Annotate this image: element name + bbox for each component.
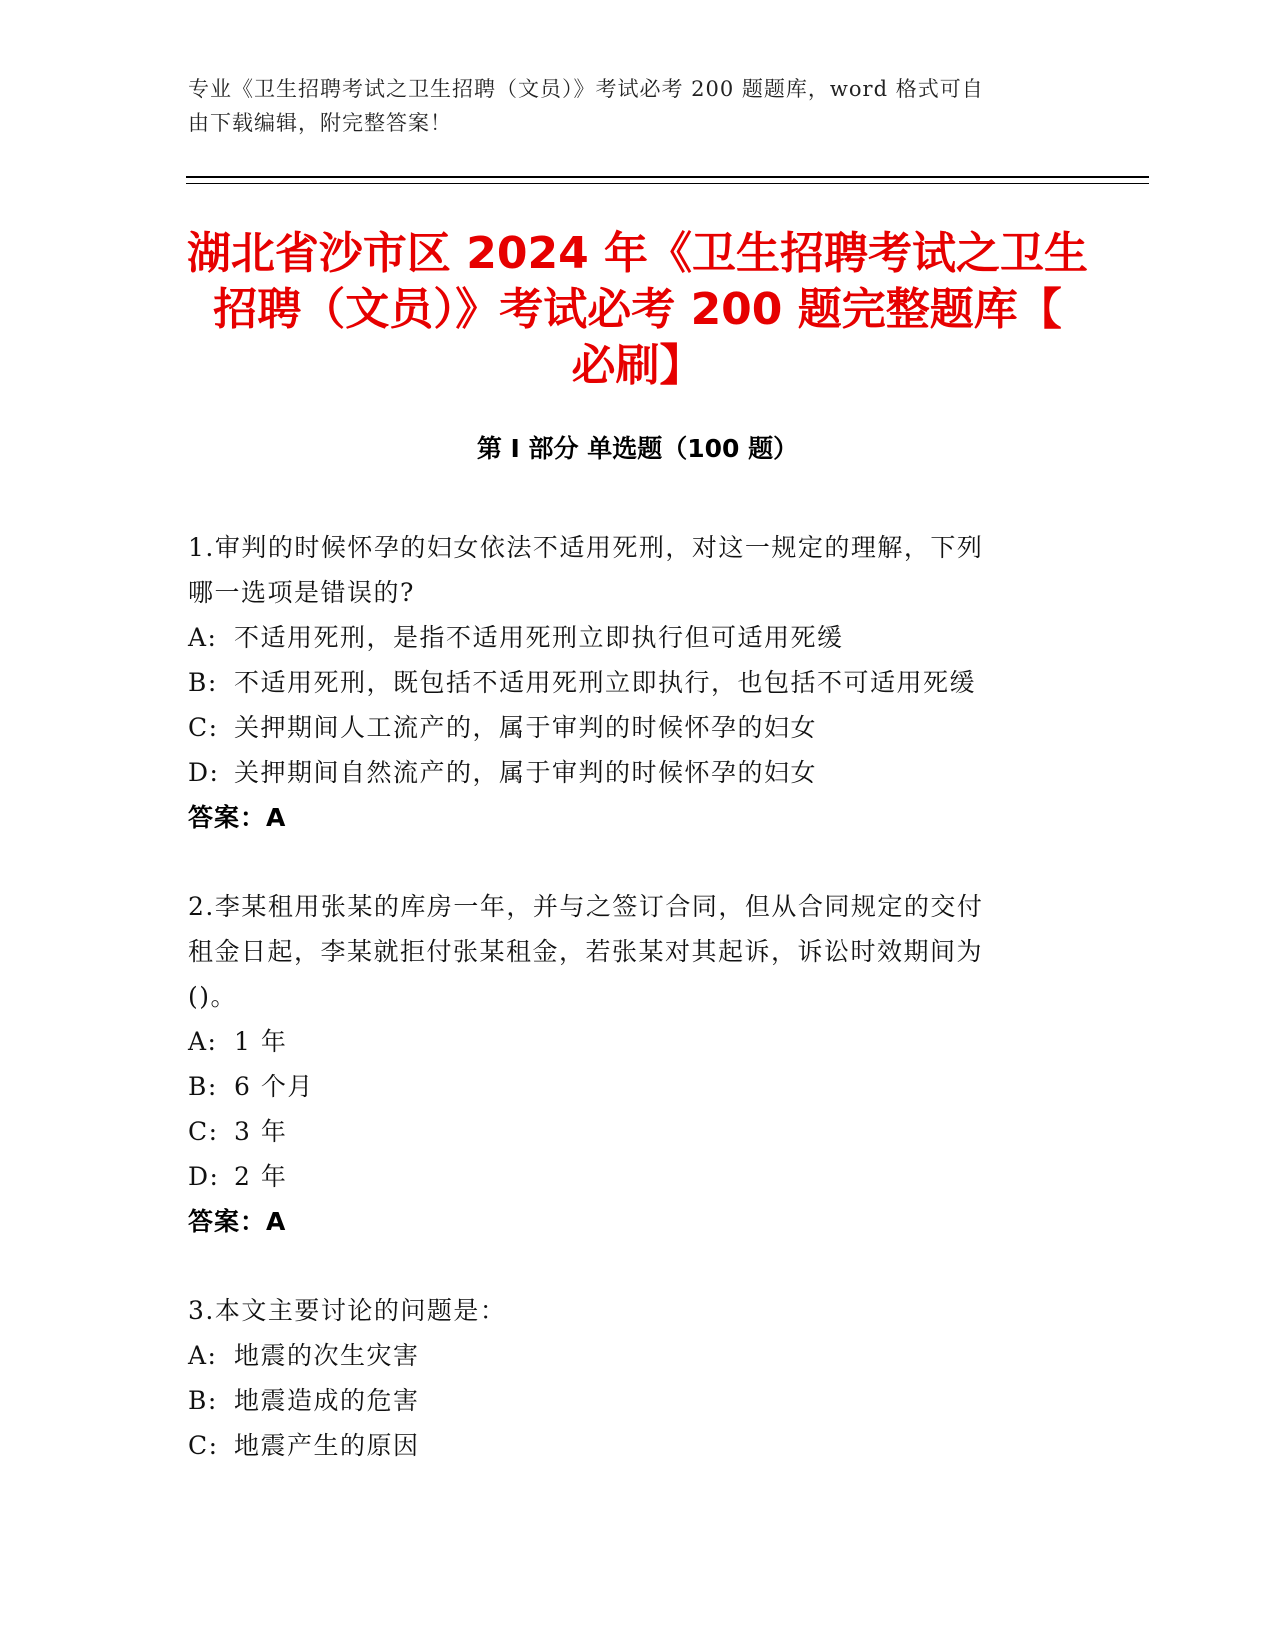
- option-d: [188, 1154, 1088, 1199]
- option-key: B:: [188, 668, 218, 697]
- option-text: 不适用死刑，是指不适用死刑立即执行但可适用死缓: [234, 623, 844, 652]
- option-text: 地震产生的原因: [234, 1431, 420, 1460]
- question-1: [188, 525, 1088, 840]
- option-b: [188, 1378, 1088, 1423]
- question-text: 2.李某租用张某的库房一年，并与之签订合同，但从合同规定的交付 租金日起，李某就拒付张某租金，若张某对其起诉，诉讼时效期间为 ()。: [188, 892, 984, 1011]
- option-key: C:: [188, 1117, 219, 1146]
- header-note: [188, 72, 1088, 140]
- header-note-line-2: 由下载编辑，附完整答案！: [188, 111, 452, 135]
- option-key: A:: [188, 1341, 218, 1370]
- answer: 答案：A: [188, 803, 287, 832]
- option-key: A:: [188, 1027, 218, 1056]
- option-key: B:: [188, 1072, 218, 1101]
- option-text: 2 年: [234, 1162, 288, 1191]
- answer: 答案：A: [188, 1207, 287, 1236]
- option-c: [188, 1423, 1088, 1468]
- option-b: [188, 1064, 1088, 1109]
- option-text: 3 年: [234, 1117, 288, 1146]
- option-text: 地震造成的危害: [234, 1386, 420, 1415]
- option-a: [188, 1333, 1088, 1378]
- title-line-2: 招聘（文员）》考试必考 200 题完整题库【: [213, 284, 1062, 335]
- header-divider: [186, 176, 1149, 184]
- option-key: D:: [188, 1162, 220, 1191]
- section-heading: 第 I 部分 单选题（100 题）: [476, 434, 799, 463]
- title-line-3: 必刷】: [571, 340, 704, 391]
- option-d: [188, 750, 1088, 795]
- option-key: D:: [188, 758, 220, 787]
- option-text: 地震的次生灾害: [234, 1341, 420, 1370]
- option-key: C:: [188, 1431, 219, 1460]
- option-text: 6 个月: [234, 1072, 314, 1101]
- option-a: [188, 615, 1088, 660]
- question-2: [188, 884, 1088, 1244]
- option-a: [188, 1019, 1088, 1064]
- question-text: 1.审判的时候怀孕的妇女依法不适用死刑，对这一规定的理解，下列 哪一选项是错误的?: [188, 533, 984, 607]
- option-text: 不适用死刑，既包括不适用死刑立即执行，也包括不可适用死缓: [234, 668, 977, 697]
- question-3: [188, 1288, 1088, 1468]
- header-note-line-1: 专业《卫生招聘考试之卫生招聘（文员）》考试必考 200 题题库，word 格式可自: [188, 77, 984, 101]
- question-text: 3.本文主要讨论的问题是：: [188, 1296, 507, 1325]
- document-title: [160, 226, 1115, 394]
- option-text: 关押期间人工流产的，属于审判的时候怀孕的妇女: [234, 713, 818, 742]
- option-text: 1 年: [234, 1027, 288, 1056]
- title-line-1: 湖北省沙市区 2024 年《卫生招聘考试之卫生: [186, 228, 1089, 279]
- option-c: [188, 705, 1088, 750]
- option-text: 关押期间自然流产的，属于审判的时候怀孕的妇女: [234, 758, 818, 787]
- option-key: B:: [188, 1386, 218, 1415]
- option-key: C:: [188, 713, 219, 742]
- option-b: [188, 660, 1088, 705]
- option-c: [188, 1109, 1088, 1154]
- option-key: A:: [188, 623, 218, 652]
- question-list: [188, 525, 1088, 1512]
